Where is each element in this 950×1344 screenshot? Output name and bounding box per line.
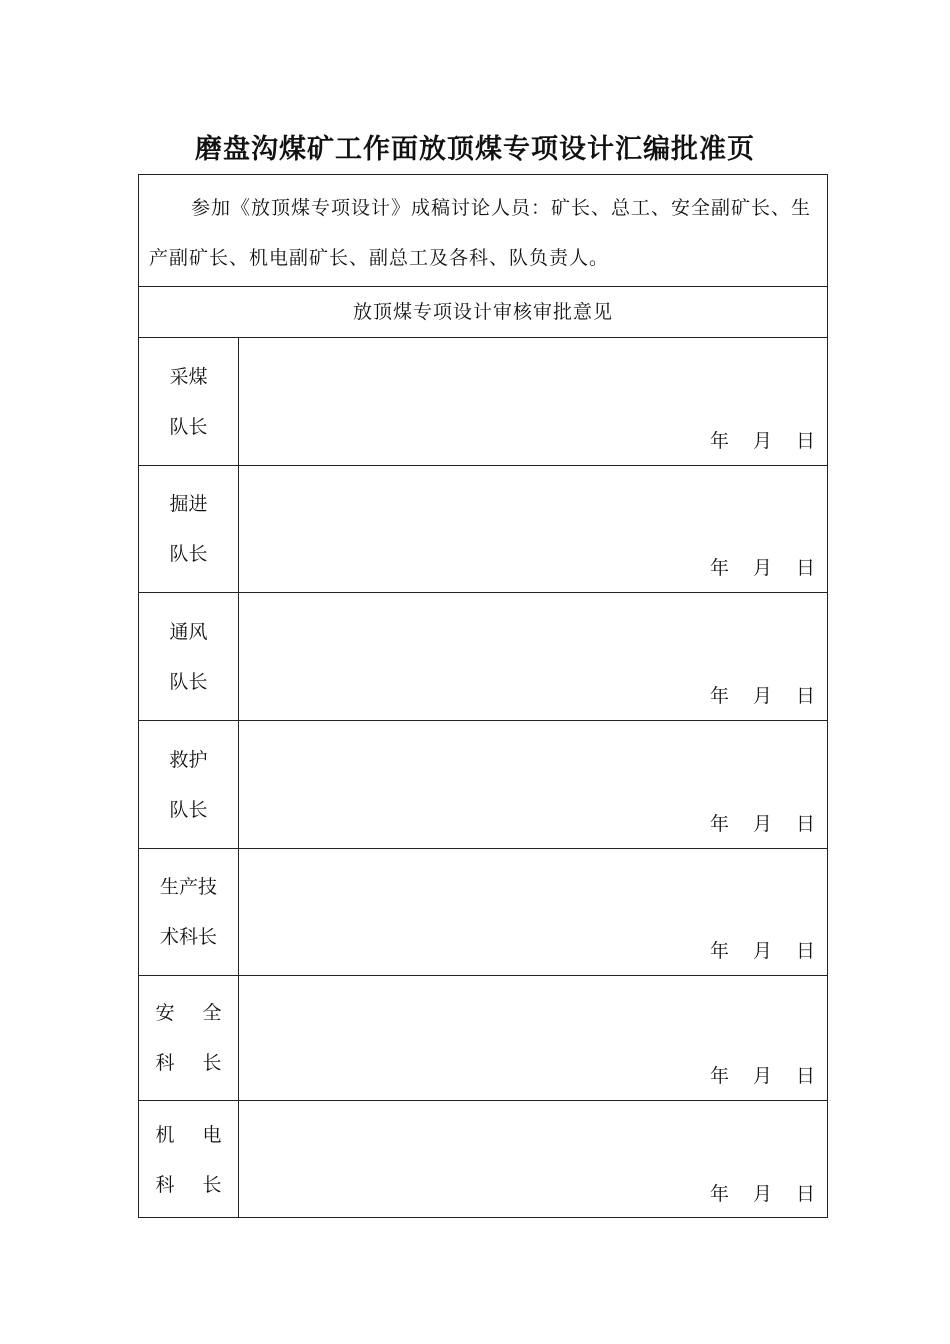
- approver-role-line2: 队长: [169, 543, 208, 565]
- approver-row-rescue: [139, 721, 827, 849]
- year-label: 年: [709, 813, 729, 835]
- intro-paragraph: [139, 175, 827, 287]
- opinion-field[interactable]: [239, 849, 827, 975]
- date-line: [710, 936, 815, 963]
- approver-role-line1: 救护: [169, 748, 208, 771]
- approver-role: [139, 849, 239, 975]
- section-heading: 放顶煤专项设计审核审批意见: [139, 287, 827, 338]
- approver-role-line2: 科长: [155, 1173, 222, 1196]
- year-label: 年: [709, 940, 729, 962]
- day-label: 日: [795, 685, 815, 707]
- approver-role: [139, 1101, 239, 1218]
- approver-role: [139, 338, 239, 465]
- intro-text: 参加《放顶煤专项设计》成稿讨论人员：矿长、总工、安全副矿长、生产副矿长、机电副矿长、副总工及各科、队负责人。: [149, 197, 812, 269]
- day-label: 日: [795, 557, 815, 579]
- day-label: 日: [795, 430, 815, 452]
- date-line: [710, 1061, 815, 1088]
- year-label: 年: [709, 430, 729, 452]
- approver-row-mining: [139, 338, 827, 466]
- day-label: 日: [795, 1183, 815, 1205]
- month-label: 月: [752, 813, 772, 835]
- approver-role-line1: 掘进: [169, 493, 208, 515]
- approver-role-line1: 采煤: [169, 365, 208, 388]
- approver-row-production-tech: [139, 849, 827, 976]
- opinion-field[interactable]: [239, 466, 827, 592]
- approver-role-line1: 通风: [169, 620, 208, 643]
- approver-role-line1: 生产技: [159, 876, 217, 898]
- date-line: [710, 1179, 815, 1206]
- approval-form: [138, 174, 828, 1218]
- opinion-field[interactable]: [239, 721, 827, 848]
- approver-role-line1: 安全: [155, 1002, 222, 1024]
- approver-role: [139, 593, 239, 720]
- month-label: 月: [752, 557, 772, 579]
- approver-role-line2: 队长: [169, 798, 208, 821]
- year-label: 年: [709, 557, 729, 579]
- year-label: 年: [709, 1065, 729, 1087]
- approver-role: [139, 466, 239, 592]
- opinion-field[interactable]: [239, 1101, 827, 1218]
- date-line: [710, 553, 815, 580]
- opinion-field[interactable]: [239, 338, 827, 465]
- day-label: 日: [795, 1065, 815, 1087]
- approver-row-tunneling: [139, 466, 827, 593]
- year-label: 年: [709, 1183, 729, 1205]
- opinion-field[interactable]: [239, 593, 827, 720]
- day-label: 日: [795, 813, 815, 835]
- date-line: [710, 809, 815, 836]
- approver-role-line2: 队长: [169, 415, 208, 438]
- opinion-field[interactable]: [239, 976, 827, 1100]
- page-title: 磨盘沟煤矿工作面放顶煤专项设计汇编批准页: [195, 134, 755, 165]
- year-label: 年: [709, 685, 729, 707]
- approver-role: [139, 721, 239, 848]
- approver-row-electromech: [139, 1101, 827, 1218]
- approver-role-line2: 科长: [155, 1052, 222, 1074]
- approver-role-line1: 机电: [155, 1123, 222, 1146]
- approver-rows: [139, 338, 827, 1218]
- month-label: 月: [752, 1183, 772, 1205]
- month-label: 月: [752, 430, 772, 452]
- month-label: 月: [752, 1065, 772, 1087]
- approver-role-line2: 队长: [169, 670, 208, 693]
- approver-role: [139, 976, 239, 1100]
- approver-row-ventilation: [139, 593, 827, 721]
- date-line: [710, 426, 815, 453]
- approver-role-line2: 术科长: [159, 926, 217, 948]
- month-label: 月: [752, 685, 772, 707]
- month-label: 月: [752, 940, 772, 962]
- approver-row-safety: [139, 976, 827, 1101]
- date-line: [710, 681, 815, 708]
- day-label: 日: [795, 940, 815, 962]
